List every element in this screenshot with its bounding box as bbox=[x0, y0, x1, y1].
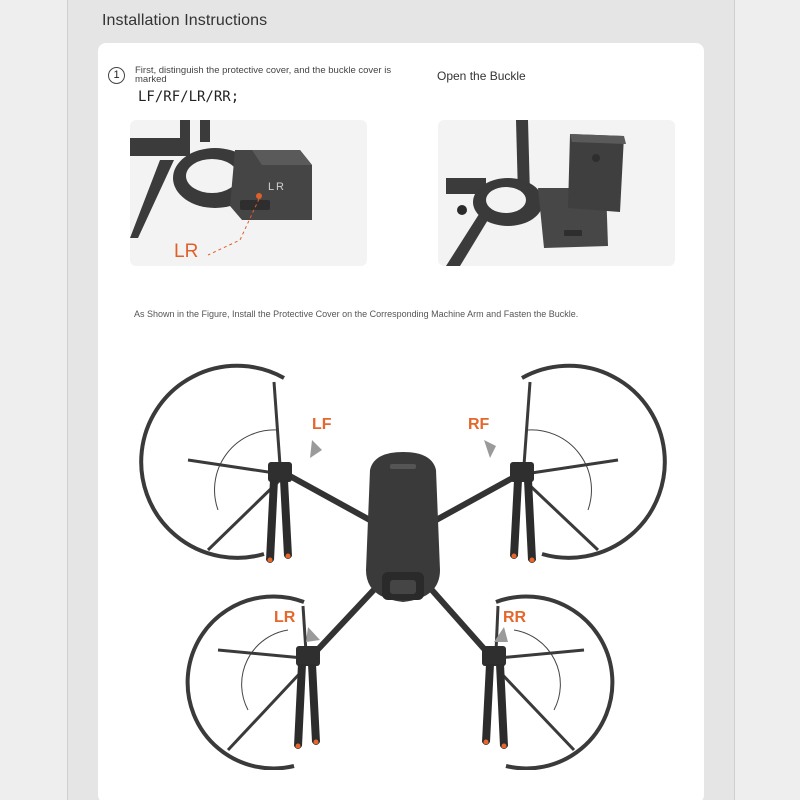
open-buckle-photo bbox=[438, 120, 675, 266]
page-title: Installation Instructions bbox=[102, 12, 268, 29]
frame-divider-right bbox=[734, 0, 735, 800]
svg-text:L: L bbox=[268, 181, 275, 193]
arm-label-lr: LR bbox=[274, 609, 296, 626]
arm-label-rr: RR bbox=[503, 609, 527, 626]
svg-text:R: R bbox=[276, 181, 284, 193]
step-number-badge: 1 bbox=[108, 67, 125, 84]
drone-diagram bbox=[98, 340, 704, 775]
arm-label-lf: LF bbox=[312, 416, 332, 433]
step1-description: First, distinguish the protective cover, and the buckle cover is marked bbox=[135, 65, 392, 85]
step2-description: Open the Buckle bbox=[437, 69, 526, 83]
assembly-instruction: As Shown in the Figure, Install the Protective Cover on the Corresponding Machine Arm and Fasten the Buckle. bbox=[134, 309, 579, 319]
right-margin bbox=[734, 0, 800, 800]
closed-buckle-photo bbox=[130, 120, 367, 266]
left-margin bbox=[0, 0, 67, 800]
arm-label-rf: RF bbox=[468, 416, 490, 433]
lr-marking-label: LR bbox=[174, 241, 199, 262]
cover-codes: LF/RF/LR/RR; bbox=[138, 89, 240, 105]
